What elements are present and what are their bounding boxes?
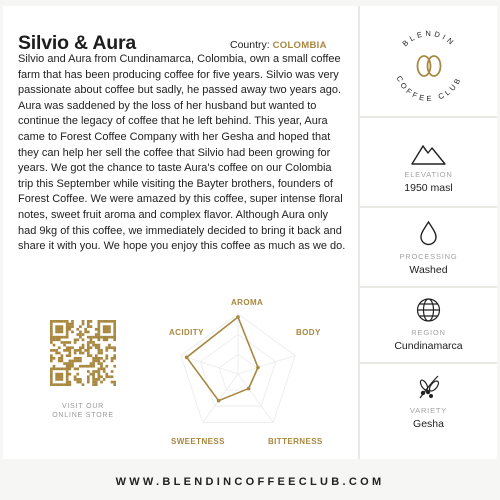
processing-label: PROCESSING [399, 252, 458, 261]
country-line [230, 39, 327, 51]
radar-label-bitterness: BITTERNESS [268, 437, 323, 446]
qr-code[interactable] [50, 320, 116, 386]
detail-elevation [360, 140, 497, 194]
footer-url[interactable]: WWW.BLENDINCOFFEECLUB.COM [115, 476, 385, 488]
region-label: REGION [411, 328, 446, 337]
brand-logo-mark [388, 26, 470, 108]
svg-text:COFFEE CLUB: COFFEE CLUB [394, 74, 464, 104]
variety-value: Gesha [413, 418, 444, 430]
side-divider-3 [360, 286, 497, 288]
coffee-card [3, 6, 497, 459]
store-line-2: ONLINE STORE [52, 412, 114, 419]
flavor-point-body [256, 366, 260, 370]
globe-icon [360, 296, 497, 324]
flavor-radar-chart [153, 296, 323, 441]
store-line-1: VISIT OUR [61, 403, 105, 410]
detail-variety [360, 372, 497, 430]
coffee-name: Silvio & Aura [18, 32, 137, 54]
flavor-point-aroma [236, 315, 240, 319]
elevation-value: 1950 masl [404, 182, 453, 194]
flavor-radar [153, 296, 323, 441]
qr-code-image [50, 320, 116, 386]
variety-label: VARIETY [409, 406, 448, 415]
radar-label-acidity: ACIDITY [169, 328, 204, 337]
coffee-branch-icon [360, 372, 497, 402]
side-divider-2 [360, 206, 497, 208]
svg-text:BLENDIN: BLENDIN [400, 28, 458, 49]
radar-axis-sweetness [203, 374, 238, 423]
flavor-point-bitterness [247, 387, 251, 391]
detail-processing [360, 218, 497, 276]
country-value: COLOMBIA [272, 40, 327, 51]
radar-axis-acidity [181, 355, 238, 374]
flavor-point-acidity [185, 356, 189, 360]
radar-axis-bitterness [238, 374, 273, 423]
side-divider-4 [360, 362, 497, 364]
radar-label-aroma: AROMA [231, 298, 264, 307]
water-drop-icon [360, 218, 497, 248]
radar-axis-body [238, 355, 295, 374]
radar-label-sweetness: SWEETNESS [171, 437, 225, 446]
side-divider-1 [360, 116, 497, 118]
flavor-point-sweetness [217, 399, 221, 403]
region-value: Cundinamarca [394, 340, 463, 352]
elevation-label: ELEVATION [404, 170, 453, 179]
radar-label-body: BODY [296, 328, 321, 337]
detail-region [360, 296, 497, 352]
coffee-story [18, 52, 348, 255]
brand-logo [388, 26, 470, 108]
story-text: Silvio and Aura from Cundinamarca, Colombia, own a small coffee farm that has been producing coffee for five years. Silvio was very passionate about coffee but sadly, he passed away two years ago. Aura was saddened by the loss of her husband but wanted to continue the legacy of coffee that he left behind. This year, Aura came to Forest Coffee Company with her Gesha and hoped that they can help her sell the coffee that Silvio had been growing for years. We got the chance to taste Aura's coffee on our Colombia trip this September while visiting the Bayter brothers, founders of Forest Coffee. We were amazed by this coffee, super intense floral notes, sweet fruit aroma and complex flavor. Although Aura only had 9kg of this coffee, we immediately decided to bring it back and share it with you. We hope you enjoy this coffee as much as we do. [18, 53, 346, 253]
country-label: Country: [230, 39, 270, 51]
mountain-icon [360, 140, 497, 166]
coffee-bean-icon [418, 56, 441, 76]
online-store-caption [48, 402, 118, 420]
processing-value: Washed [409, 264, 448, 276]
